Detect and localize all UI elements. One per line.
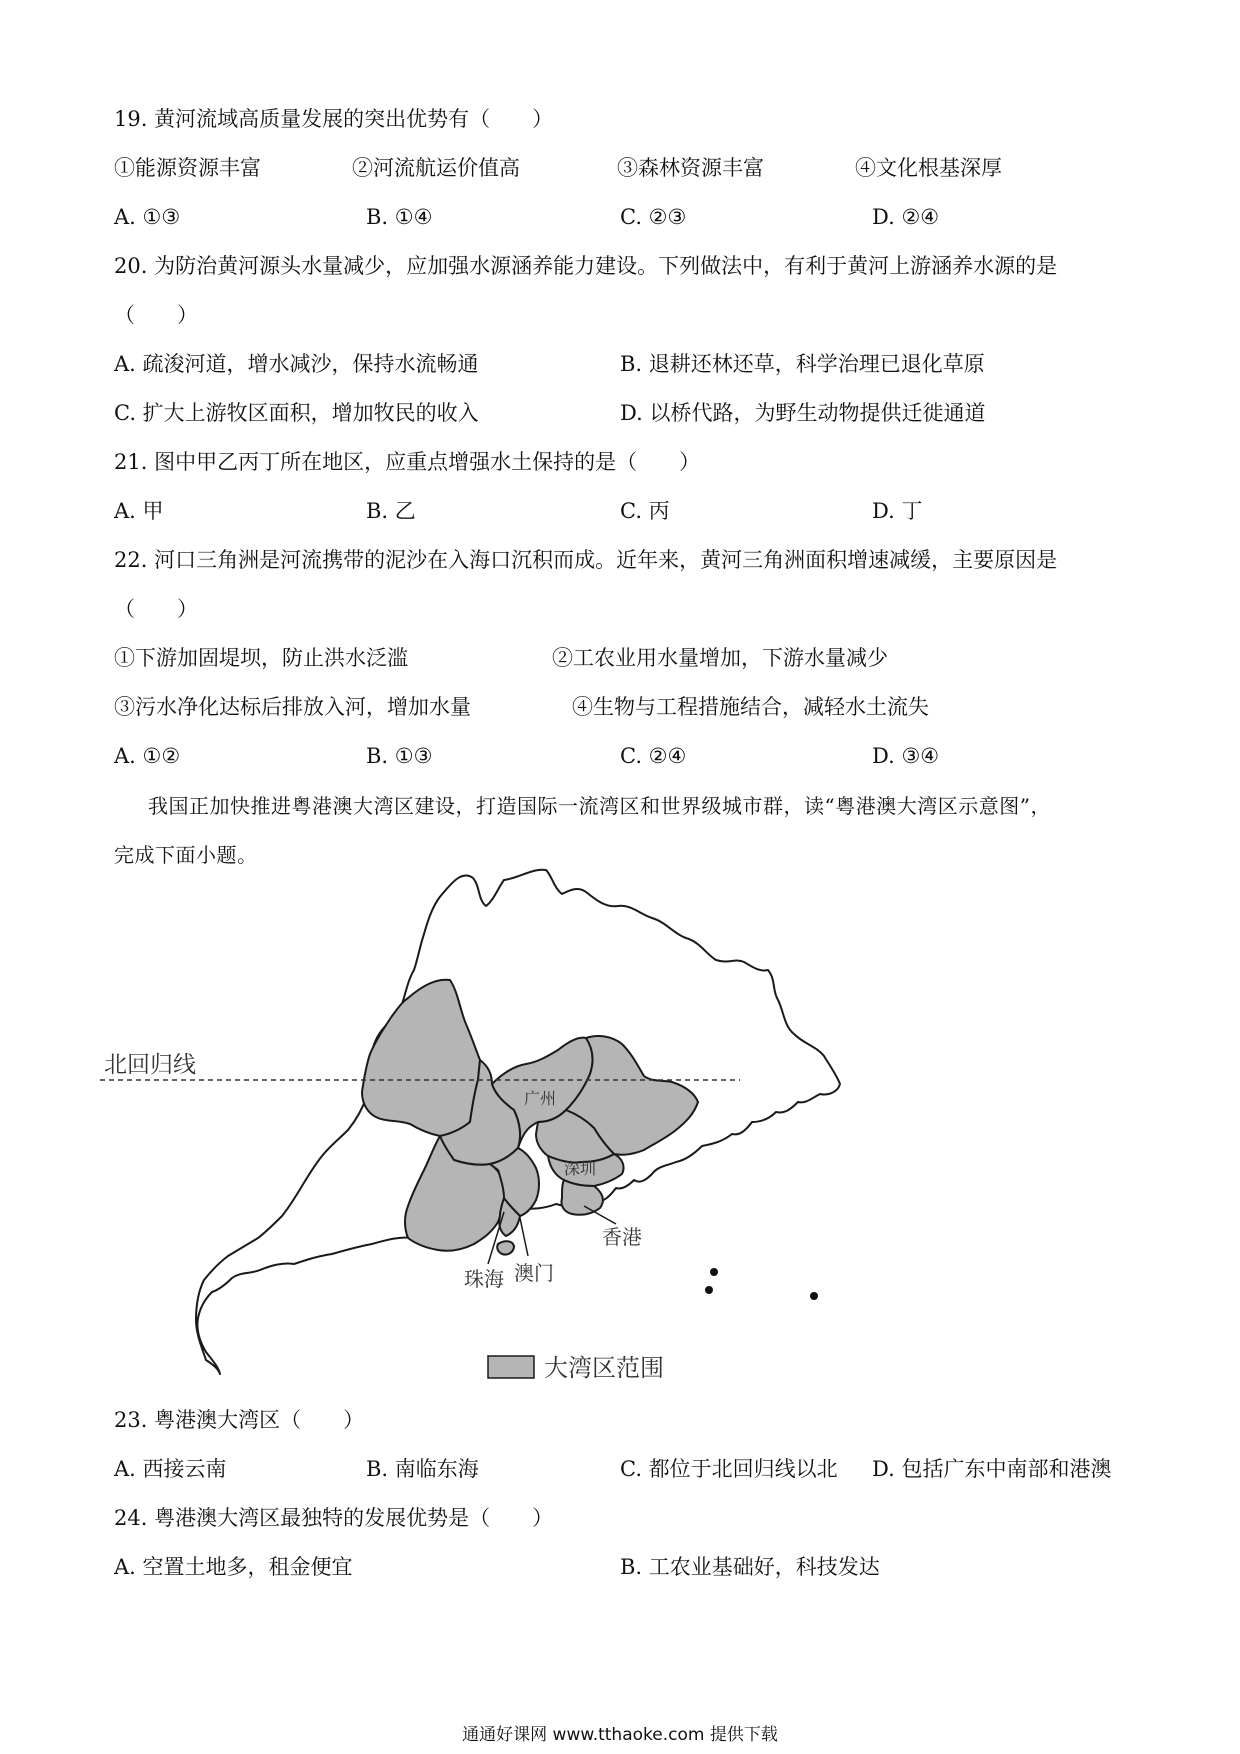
q23-option-a: A. 西接云南: [114, 1457, 227, 1481]
q19-item-3: ③森林资源丰富: [617, 156, 764, 180]
label-zhuhai: 珠海: [464, 1267, 504, 1291]
page-footer: 通通好课网 www.tthaoke.com 提供下载: [462, 1725, 778, 1745]
region-zhuhai-island: [497, 1241, 514, 1254]
island-dot: [710, 1268, 718, 1276]
q22-item-3: ③污水净化达标后排放入河，增加水量: [114, 695, 471, 719]
legend-swatch: [488, 1356, 534, 1378]
question-22-stem-cont: （ ）: [114, 597, 198, 621]
q21-option-b: B. 乙: [366, 499, 416, 523]
q22-item-1: ①下游加固堤坝，防止洪水泛滥: [114, 646, 408, 670]
label-guangzhou: 广州: [524, 1089, 557, 1108]
tropic-of-cancer-label: 北回归线: [104, 1052, 196, 1078]
q19-option-c: C. ②③: [620, 205, 687, 229]
question-24-stem: 24. 粤港澳大湾区最独特的发展优势是（ ）: [114, 1506, 554, 1530]
island-dot: [705, 1286, 713, 1294]
q20-option-a: A. 疏浚河道，增水减沙，保持水流畅通: [114, 352, 479, 376]
q23-option-b: B. 南临东海: [366, 1457, 479, 1481]
q22-option-c: C. ②④: [620, 744, 687, 768]
q21-option-a: A. 甲: [114, 499, 164, 523]
q22-option-b: B. ①③: [366, 744, 433, 768]
q19-item-2: ②河流航运价值高: [352, 156, 520, 180]
q22-option-a: A. ①②: [114, 744, 181, 768]
q19-item-4: ④文化根基深厚: [855, 156, 1002, 180]
island-dot: [810, 1292, 818, 1300]
leader-line-macau: [520, 1218, 528, 1256]
q24-option-b: B. 工农业基础好，科技发达: [620, 1555, 880, 1579]
q22-item-4: ④生物与工程措施结合，减轻水土流失: [572, 695, 929, 719]
question-20-stem: 20. 为防治黄河源头水量减少，应加强水源涵养能力建设。下列做法中，有利于黄河上游涵养水源的是: [114, 254, 1058, 278]
q20-option-b: B. 退耕还林还草，科学治理已退化草原: [620, 352, 985, 376]
label-hongkong: 香港: [602, 1225, 642, 1249]
q19-item-1: ①能源资源丰富: [114, 156, 261, 180]
q20-option-c: C. 扩大上游牧区面积，增加牧民的收入: [114, 401, 479, 425]
legend-label: 大湾区范围: [544, 1354, 664, 1382]
label-shenzhen: 深圳: [564, 1159, 597, 1178]
q20-option-d: D. 以桥代路，为野生动物提供迁徙通道: [620, 401, 986, 425]
q19-option-d: D. ②④: [872, 205, 940, 229]
q22-item-2: ②工农业用水量增加，下游水量减少: [552, 646, 888, 670]
q19-option-a: A. ①③: [114, 205, 181, 229]
label-macau: 澳门: [514, 1261, 554, 1285]
q24-option-a: A. 空置土地多，租金便宜: [114, 1555, 353, 1579]
q23-option-d: D. 包括广东中南部和港澳: [872, 1457, 1112, 1481]
bay-area-map: [100, 860, 860, 1400]
question-21-stem: 21. 图中甲乙丙丁所在地区，应重点增强水土保持的是（ ）: [114, 450, 701, 474]
q23-option-c: C. 都位于北回归线以北: [620, 1457, 838, 1481]
passage-line-1: 我国正加快推进粤港澳大湾区建设，打造国际一流湾区和世界级城市群，读“粤港澳大湾区示意图”，: [148, 794, 1051, 818]
question-20-stem-cont: （ ）: [114, 303, 198, 327]
q21-option-d: D. 丁: [872, 499, 923, 523]
q22-option-d: D. ③④: [872, 744, 940, 768]
q21-option-c: C. 丙: [620, 499, 670, 523]
question-22-stem: 22. 河口三角洲是河流携带的泥沙在入海口沉积而成。近年来，黄河三角洲面积增速减缓，主要原因是: [114, 548, 1058, 572]
passage-line-2: 完成下面小题。: [114, 843, 258, 867]
q19-option-b: B. ①④: [366, 205, 433, 229]
question-19-stem: 19. 黄河流域高质量发展的突出优势有（ ）: [114, 107, 554, 131]
question-23-stem: 23. 粤港澳大湾区（ ）: [114, 1408, 365, 1432]
